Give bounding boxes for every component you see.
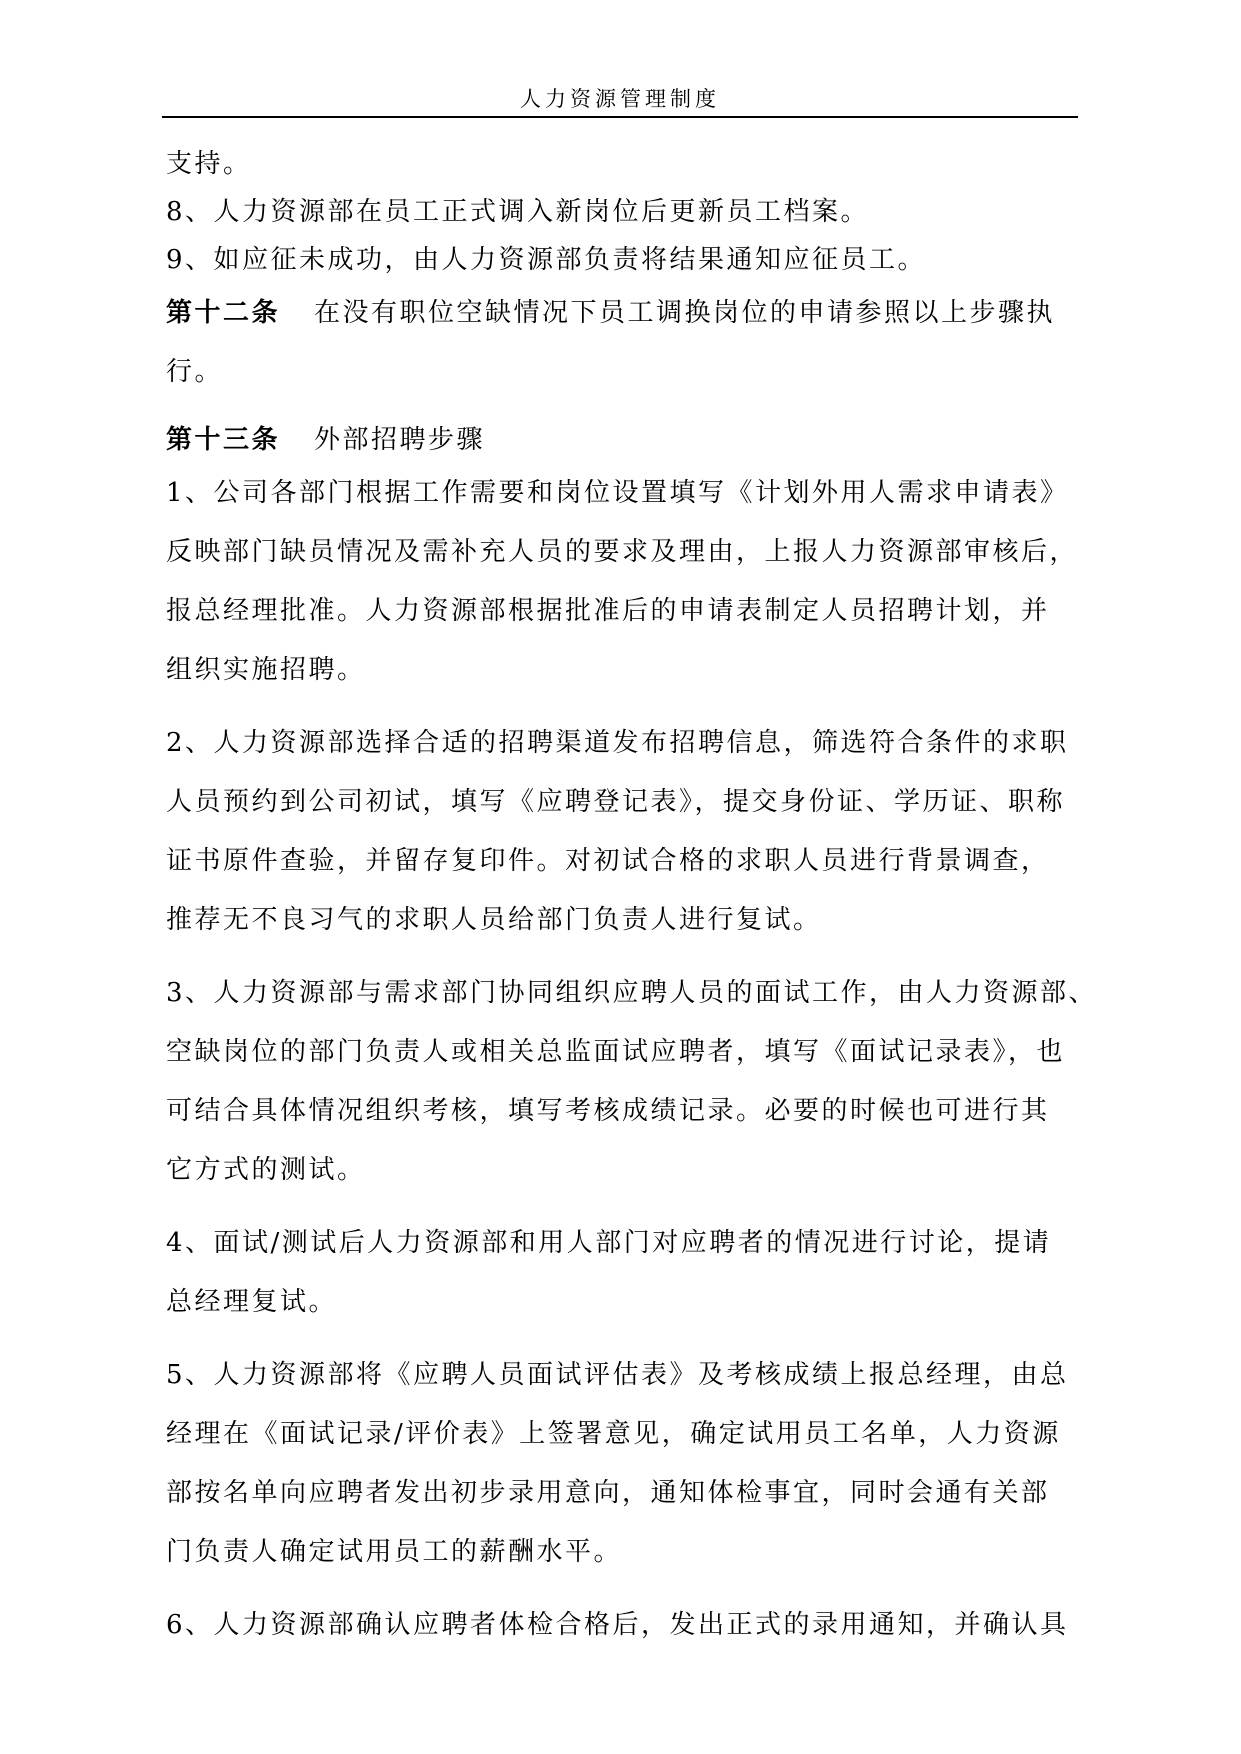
text-line: 可结合具体情况组织考核，填写考核成绩记录。必要的时候也可进行其 — [166, 1096, 1050, 1126]
text-line: 经理在《面试记录/评价表》上签署意见，确定试用员工名单，人力资源 — [166, 1419, 1061, 1449]
article-text: 外部招聘步骤 — [314, 425, 486, 455]
header-title: 人力资源管理制度 — [520, 87, 720, 111]
text-line: 组织实施招聘。 — [166, 655, 366, 685]
text-line: 门负责人确定试用员工的薪酬水平。 — [166, 1537, 623, 1567]
article-heading-12 — [166, 284, 1078, 343]
text-line: 2、人力资源部选择合适的招聘渠道发布招聘信息，筛选符合条件的求职 — [166, 728, 1069, 758]
article-label: 第十三条 — [166, 425, 281, 455]
page-header — [162, 84, 1078, 118]
text-line: 5、人力资源部将《应聘人员面试评估表》及考核成绩上报总经理，由总 — [166, 1360, 1069, 1390]
text-line: 总经理复试。 — [166, 1287, 338, 1317]
text-line: 报总经理批准。人力资源部根据批准后的申请表制定人员招聘计划，并 — [166, 596, 1050, 626]
text-line: 推荐无不良习气的求职人员给部门负责人进行复试。 — [166, 905, 822, 935]
text-line: 行。 — [166, 357, 224, 387]
article-heading-13 — [166, 416, 1078, 464]
text-line: 证书原件查验，并留存复印件。对初试合格的求职人员进行背景调查， — [166, 846, 1050, 876]
document-body — [166, 140, 1098, 1655]
article-label: 第十二条 — [166, 298, 281, 328]
text-line: 9、如应征未成功，由人力资源部负责将结果通知应征员工。 — [166, 245, 927, 275]
text-line: 人员预约到公司初试，填写《应聘登记表》，提交身份证、学历证、职称 — [166, 787, 1066, 817]
text-line: 空缺岗位的部门负责人或相关总监面试应聘者，填写《面试记录表》，也 — [166, 1037, 1066, 1067]
text-line: 支持。 — [166, 149, 252, 179]
text-line: 1、公司各部门根据工作需要和岗位设置填写《计划外用人需求申请表》 — [166, 478, 1069, 508]
text-line: 6、人力资源部确认应聘者体检合格后，发出正式的录用通知，并确认具 — [166, 1610, 1069, 1640]
text-line: 8、人力资源部在员工正式调入新岗位后更新员工档案。 — [166, 197, 870, 227]
text-line: 3、人力资源部与需求部门协同组织应聘人员的面试工作，由人力资源部、 — [166, 978, 1098, 1008]
text-line: 它方式的测试。 — [166, 1155, 366, 1185]
text-line: 部按名单向应聘者发出初步录用意向，通知体检事宜，同时会通有关部 — [166, 1478, 1050, 1508]
text-line: 反映部门缺员情况及需补充人员的要求及理由，上报人力资源部审核后， — [166, 537, 1079, 567]
text-line: 4、面试/测试后人力资源部和用人部门对应聘者的情况进行讨论，提请 — [166, 1228, 1052, 1258]
article-text: 在没有职位空缺情况下员工调换岗位的申请参照以上步骤执 — [314, 298, 1056, 328]
